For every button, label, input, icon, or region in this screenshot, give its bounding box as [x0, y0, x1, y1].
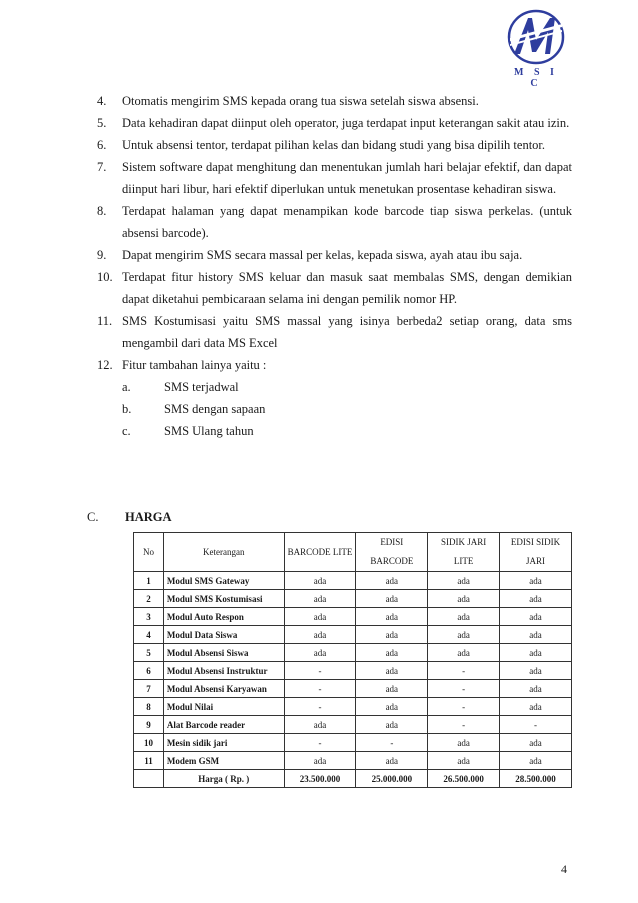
row-value-cell: ada: [356, 752, 428, 770]
header-sidik-jari-lite: SIDIK JARI LITE: [428, 533, 500, 572]
row-label-cell: Modul Absensi Siswa: [163, 644, 284, 662]
item-number: 12.: [97, 358, 113, 372]
total-label-cell: Harga ( Rp. ): [163, 770, 284, 788]
row-value-cell: ada: [428, 734, 500, 752]
table-row: [134, 590, 572, 608]
row-value-cell: ada: [284, 716, 356, 734]
row-number-cell: 7: [134, 680, 164, 698]
section-heading: [87, 510, 172, 525]
row-value-cell: ada: [356, 644, 428, 662]
row-label-cell: Modul Nilai: [163, 698, 284, 716]
item-number: 10.: [97, 270, 113, 284]
row-value-cell: ada: [500, 662, 572, 680]
item-text: Sistem software dapat menghitung dan menentukan jumlah hari belajar efektif, dan dapat diinput hari libur, hari efektif diperlukan untuk menetukan prosentase kehadiran siswa.: [122, 160, 572, 196]
item-text: Fitur tambahan lainya yaitu :: [122, 358, 267, 372]
item-text: Data kehadiran dapat diinput oleh operator, juga terdapat input keterangan sakit atau izin.: [122, 116, 570, 130]
sub-item-letter: b.: [122, 402, 132, 416]
row-value-cell: -: [428, 680, 500, 698]
row-value-cell: ada: [500, 590, 572, 608]
row-number-cell: 2: [134, 590, 164, 608]
row-value-cell: ada: [284, 644, 356, 662]
row-value-cell: ada: [284, 752, 356, 770]
row-label-cell: Modul SMS Kostumisasi: [163, 590, 284, 608]
row-label-cell: Alat Barcode reader: [163, 716, 284, 734]
row-label-cell: Modul Data Siswa: [163, 626, 284, 644]
item-number: 9.: [97, 248, 107, 262]
table-header-row: [134, 533, 572, 572]
table-row: [134, 680, 572, 698]
row-value-cell: -: [428, 662, 500, 680]
total-price-cell: 23.500.000: [284, 770, 356, 788]
item-text: Otomatis mengirim SMS kepada orang tua siswa setelah siswa absensi.: [122, 94, 479, 108]
table-row: [134, 662, 572, 680]
table-row: [134, 626, 572, 644]
header-edisi-barcode: EDISI BARCODE: [356, 533, 428, 572]
row-number-cell: 9: [134, 716, 164, 734]
table-row: [134, 608, 572, 626]
row-number-cell: 5: [134, 644, 164, 662]
row-label-cell: Modul Absensi Instruktur: [163, 662, 284, 680]
row-number-cell: 11: [134, 752, 164, 770]
table-row: [134, 698, 572, 716]
header-no: No: [134, 533, 164, 572]
table-row: [134, 644, 572, 662]
row-value-cell: ada: [428, 608, 500, 626]
item-number: 11.: [97, 314, 113, 328]
row-number-cell: 6: [134, 662, 164, 680]
item-text: Terdapat halaman yang dapat menampikan kode barcode tiap siswa perkelas. (untuk absensi barcode).: [122, 204, 572, 240]
total-price-cell: 25.000.000: [356, 770, 428, 788]
row-number-cell: 10: [134, 734, 164, 752]
row-value-cell: ada: [500, 752, 572, 770]
item-text: Untuk absensi tentor, terdapat pilihan kelas dan bidang studi yang bisa dipilih tentor.: [122, 138, 546, 152]
row-value-cell: -: [284, 734, 356, 752]
row-value-cell: ada: [500, 608, 572, 626]
row-value-cell: ada: [428, 752, 500, 770]
table-row: [134, 572, 572, 590]
row-label-cell: Modul SMS Gateway: [163, 572, 284, 590]
item-number: 5.: [97, 116, 107, 130]
sub-item-letter: c.: [122, 424, 131, 438]
row-label-cell: Mesin sidik jari: [163, 734, 284, 752]
row-value-cell: -: [284, 698, 356, 716]
table-body: [134, 572, 572, 788]
table-row: [134, 716, 572, 734]
row-label-cell: Modem GSM: [163, 752, 284, 770]
item-number: 6.: [97, 138, 107, 152]
row-value-cell: -: [356, 734, 428, 752]
sub-list-item: [122, 420, 572, 442]
list-item: [97, 90, 572, 112]
row-value-cell: ada: [500, 680, 572, 698]
section-title: HARGA: [125, 510, 172, 524]
row-label-cell: Modul Auto Respon: [163, 608, 284, 626]
row-number-cell: 3: [134, 608, 164, 626]
list-item: [97, 310, 572, 354]
sub-list: [122, 376, 572, 442]
row-value-cell: ada: [428, 644, 500, 662]
row-value-cell: ada: [500, 734, 572, 752]
row-value-cell: ada: [284, 590, 356, 608]
list-item: [97, 244, 572, 266]
page-number: 4: [561, 862, 567, 876]
total-price-cell: 26.500.000: [428, 770, 500, 788]
item-number: 8.: [97, 204, 107, 218]
list-item: [97, 200, 572, 244]
price-table: [133, 532, 572, 788]
list-item: [97, 156, 572, 200]
row-value-cell: -: [500, 716, 572, 734]
item-text: SMS Kostumisasi yaitu SMS massal yang isinya berbeda2 setiap orang, data sms mengambil dari data MS Excel: [122, 314, 572, 350]
row-number-cell: 1: [134, 572, 164, 590]
row-value-cell: ada: [428, 590, 500, 608]
item-number: 7.: [97, 160, 107, 174]
row-value-cell: -: [284, 662, 356, 680]
row-value-cell: ada: [284, 608, 356, 626]
item-text: Terdapat fitur history SMS keluar dan masuk saat membalas SMS, dengan demikian dapat diketahui pembicaraan selama ini dengan pemilik nomor HP.: [122, 270, 572, 306]
total-price-cell: 28.500.000: [500, 770, 572, 788]
row-value-cell: ada: [428, 626, 500, 644]
row-value-cell: ada: [356, 716, 428, 734]
header-edisi-sidik-jari: EDISI SIDIK JARI: [500, 533, 572, 572]
table-row: [134, 734, 572, 752]
sub-item-text: SMS terjadwal: [164, 380, 239, 394]
logo-text: M S I C: [514, 67, 558, 89]
table-row: [134, 752, 572, 770]
row-number-cell: 8: [134, 698, 164, 716]
header-keterangan: Keterangan: [163, 533, 284, 572]
total-empty-cell: [134, 770, 164, 788]
row-value-cell: -: [284, 680, 356, 698]
row-value-cell: ada: [500, 626, 572, 644]
sub-list-item: [122, 376, 572, 398]
item-text: Dapat mengirim SMS secara massal per kelas, kepada siswa, ayah atau ibu saja.: [122, 248, 523, 262]
row-value-cell: ada: [356, 662, 428, 680]
row-number-cell: 4: [134, 626, 164, 644]
sub-item-text: SMS Ulang tahun: [164, 424, 254, 438]
list-item: [97, 112, 572, 134]
row-value-cell: ada: [356, 680, 428, 698]
header-barcode-lite: BARCODE LITE: [284, 533, 356, 572]
row-value-cell: ada: [500, 698, 572, 716]
row-value-cell: ada: [356, 698, 428, 716]
row-value-cell: ada: [500, 644, 572, 662]
section-letter: C.: [87, 510, 99, 524]
row-value-cell: ada: [356, 590, 428, 608]
row-value-cell: -: [428, 698, 500, 716]
list-item: [97, 134, 572, 156]
item-number: 4.: [97, 94, 107, 108]
sub-list-item: [122, 398, 572, 420]
msic-logo-emblem-icon: [506, 8, 566, 66]
msic-logo: [506, 8, 566, 89]
row-value-cell: ada: [356, 608, 428, 626]
row-value-cell: ada: [284, 626, 356, 644]
table-total-row: [134, 770, 572, 788]
row-value-cell: ada: [284, 572, 356, 590]
row-value-cell: ada: [356, 626, 428, 644]
row-value-cell: ada: [428, 572, 500, 590]
list-item: [97, 354, 572, 442]
row-value-cell: ada: [356, 572, 428, 590]
row-value-cell: ada: [500, 572, 572, 590]
feature-list: [97, 90, 572, 442]
list-item: [97, 266, 572, 310]
row-value-cell: -: [428, 716, 500, 734]
row-label-cell: Modul Absensi Karyawan: [163, 680, 284, 698]
sub-item-text: SMS dengan sapaan: [164, 402, 266, 416]
sub-item-letter: a.: [122, 380, 131, 394]
